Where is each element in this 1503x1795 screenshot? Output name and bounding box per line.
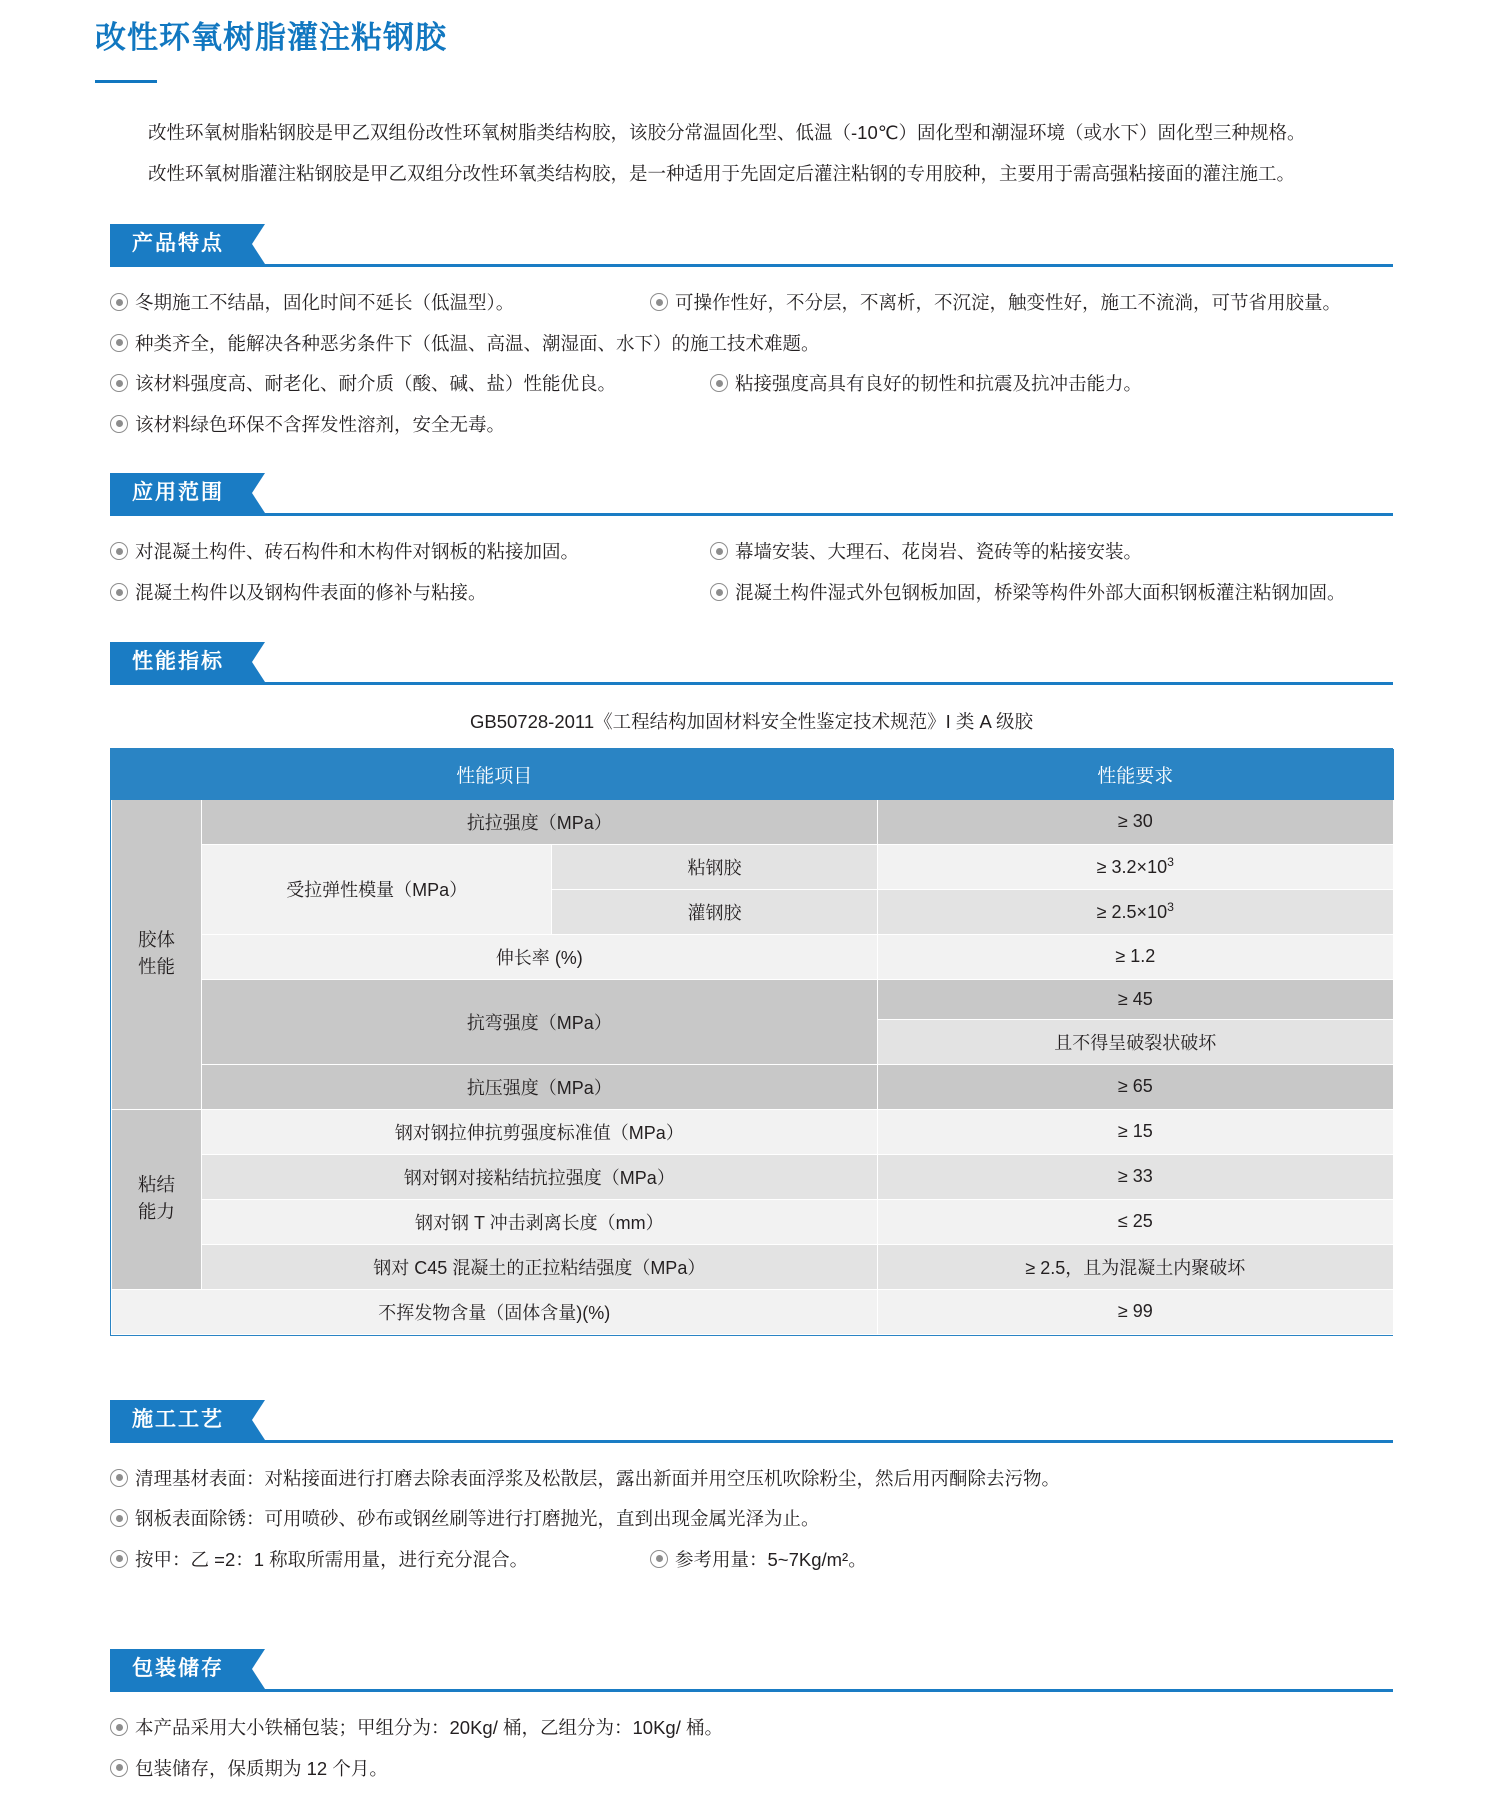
section-underline [110,264,1393,267]
section-title-application: 应用范围 [110,473,252,513]
intro-paragraph-2: 改性环氧树脂灌注粘钢胶是甲乙双组分改性环氧类结构胶，是一种适用于先固定后灌注粘钢的专用胶种，主要用于需高强粘接面的灌注施工。 [148,162,1296,184]
title-block [0,0,1503,83]
list-item-label: 对混凝土构件、砖石构件和木构件对钢板的粘接加固。 [135,541,580,563]
bullet-circle-icon [110,374,128,392]
bullet-circle-icon [710,542,728,560]
list-item-label: 包装储存，保质期为 12 个月。 [135,1757,388,1779]
list-row [110,578,1503,608]
list-item-label: 该材料绿色环保不含挥发性溶剂，安全无毒。 [135,413,506,435]
section-title-process: 施工工艺 [110,1400,252,1440]
table-row [112,799,1394,844]
table-cell-requirement: ≥ 1.2 [877,934,1393,979]
list-row [110,369,1503,399]
list-item [110,288,650,318]
packaging-list [0,1703,1503,1783]
bullet-circle-icon [650,293,668,311]
list-row [110,1504,1503,1534]
intro-paragraph-1: 改性环氧树脂粘钢胶是甲乙双组份改性环氧树脂类结构胶，该胶分常温固化型、低温（-10℃）固化型和潮湿环境（或水下）固化型三种规格。 [148,122,1306,144]
list-item [110,578,710,608]
table-row [112,1154,1394,1199]
bullet-circle-icon [110,1550,128,1568]
table-cell-requirement [877,889,1393,934]
section-packaging [0,1649,1503,1783]
table-row [112,1289,1394,1334]
table-cell-requirement: ≤ 25 [877,1199,1393,1244]
section-underline [110,682,1393,685]
table-cell-item: 钢对钢拉伸抗剪强度标准值（MPa） [202,1109,878,1154]
list-item [710,578,1410,608]
section-header-packaging [110,1649,1503,1689]
table-cell-subitem: 灌钢胶 [552,889,877,934]
table-row [112,1244,1394,1289]
table-header-item: 性能项目 [112,749,878,799]
table-row [112,979,1394,1019]
table-cell-requirement: ≥ 33 [877,1154,1393,1199]
table-cell-requirement: ≥ 30 [877,799,1393,844]
bullet-circle-icon [110,334,128,352]
section-header-application [110,473,1503,513]
table-cell-requirement: ≥ 45 [877,979,1393,1019]
section-process [0,1400,1503,1575]
list-item-label: 参考用量：5~7Kg/m²。 [675,1548,867,1570]
bullet-circle-icon [110,542,128,560]
section-application [0,473,1503,607]
standard-caption: GB50728-2011《工程结构加固材料安全性鉴定技术规范》I 类 A 级胶 [470,710,1033,732]
requirement-value: ≥ 3.2×10 [1096,857,1168,878]
bullet-circle-icon [110,293,128,311]
list-item-label: 混凝土构件以及钢构件表面的修补与粘接。 [135,582,487,604]
list-item [710,537,1410,567]
bullet-circle-icon [110,1718,128,1736]
section-underline [110,1440,1393,1443]
spacer [0,1336,1503,1366]
list-row [110,537,1503,567]
list-item-label: 幕墙安装、大理石、花岗岩、瓷砖等的粘接安装。 [735,541,1143,563]
list-item [650,1545,1350,1575]
table-cell-item: 钢对钢 T 冲击剥离长度（mm） [202,1199,878,1244]
table-row [112,934,1394,979]
table-cell-subitem: 粘钢胶 [552,844,877,889]
list-item [110,369,710,399]
bullet-circle-icon [650,1550,668,1568]
table-cell-item: 伸长率 (%) [202,934,878,979]
table-cell-item: 抗压强度（MPa） [202,1064,878,1109]
table-cell-item: 不挥发物含量（固体含量)(%) [112,1289,878,1334]
process-list [0,1454,1503,1575]
list-item-label: 本产品采用大小铁桶包装；甲组分为：20Kg/ 桶，乙组分为：10Kg/ 桶。 [135,1717,723,1739]
list-item [650,288,1350,318]
list-row [110,410,1503,440]
list-row [110,1754,1503,1784]
list-item [110,329,1390,359]
list-item [110,537,710,567]
list-item [110,1754,1390,1784]
table-cell-requirement: ≥ 65 [877,1064,1393,1109]
table-cell-item: 钢对 C45 混凝土的正拉粘结强度（MPa） [202,1244,878,1289]
list-item-label: 按甲：乙 =2：1 称取所需用量，进行充分混合。 [135,1548,529,1570]
performance-table-wrapper [0,748,1503,1336]
features-list [0,278,1503,439]
table-cell-item: 受拉弹性模量（MPa） [202,844,552,934]
list-item [110,410,1390,440]
bullet-circle-icon [110,1469,128,1487]
list-item-label: 种类齐全，能解决各种恶劣条件下（低温、高温、潮湿面、水下）的施工技术难题。 [135,332,820,354]
list-item-label: 该材料强度高、耐老化、耐介质（酸、碱、盐）性能优良。 [135,373,617,395]
table-header-row [112,749,1394,799]
section-underline [110,513,1393,516]
list-item-label: 粘接强度高具有良好的韧性和抗震及抗冲击能力。 [735,373,1143,395]
bullet-circle-icon [710,583,728,601]
section-title-features: 产品特点 [110,224,252,264]
requirement-value: ≥ 2.5×10 [1096,902,1168,923]
bullet-circle-icon [110,1509,128,1527]
section-header-process [110,1400,1503,1440]
list-row [110,329,1503,359]
section-header-performance [110,642,1503,682]
list-item [110,1464,1390,1494]
section-title-packaging: 包装储存 [110,1649,252,1689]
list-row [110,288,1503,318]
table-cell-item: 抗弯强度（MPa） [202,979,878,1064]
table-cell-item: 钢对钢对接粘结抗拉强度（MPa） [202,1154,878,1199]
section-underline [110,1689,1393,1692]
table-cell-item: 抗拉强度（MPa） [202,799,878,844]
table-cell-requirement: 且不得呈破裂状破坏 [877,1019,1393,1064]
table-row [112,1199,1394,1244]
list-item [110,1545,650,1575]
performance-table-border [110,748,1393,1336]
list-item [710,369,1410,399]
table-cell-requirement: ≥ 2.5，且为混凝土内聚破坏 [877,1244,1393,1289]
list-item-label: 冬期施工不结晶，固化时间不延长（低温型）。 [135,292,515,314]
list-item-label: 钢板表面除锈：可用喷砂、砂布或钢丝刷等进行打磨抛光，直到出现金属光泽为止。 [135,1508,820,1530]
bullet-circle-icon [110,583,128,601]
table-row [112,844,1394,889]
table-cell-requirement: ≥ 99 [877,1289,1393,1334]
section-features [0,224,1503,439]
list-item-label: 混凝土构件湿式外包钢板加固，桥梁等构件外部大面积钢板灌注粘钢加固。 [735,582,1346,604]
requirement-exponent: 3 [1167,855,1174,870]
row-group-label-1: 胶体 性能 [112,799,202,1109]
application-list [0,527,1503,607]
bullet-circle-icon [710,374,728,392]
intro-paragraphs [0,117,1503,190]
table-row [112,1064,1394,1109]
table-row [112,1109,1394,1154]
bullet-circle-icon [110,1759,128,1777]
list-row [110,1713,1503,1743]
performance-table [111,749,1394,1335]
requirement-exponent: 3 [1167,900,1174,915]
list-item [110,1504,1390,1534]
list-row [110,1545,1503,1575]
section-performance [0,642,1503,1336]
page-title: 改性环氧树脂灌注粘钢胶 [95,20,447,55]
list-item-label: 可操作性好，不分层，不离析，不沉淀，触变性好，施工不流淌，可节省用胶量。 [675,292,1342,314]
section-header-features [110,224,1503,264]
row-group-label-2: 粘结 能力 [112,1109,202,1289]
title-divider [95,80,157,83]
section-title-performance: 性能指标 [110,642,252,682]
list-item [110,1713,1390,1743]
table-header-requirement: 性能要求 [877,749,1393,799]
bullet-circle-icon [110,415,128,433]
table-cell-requirement [877,844,1393,889]
table-cell-requirement: ≥ 15 [877,1109,1393,1154]
spacer [0,1585,1503,1615]
list-row [110,1464,1503,1494]
list-item-label: 清理基材表面：对粘接面进行打磨去除表面浮浆及松散层，露出新面并用空压机吹除粉尘，然后用丙酮除去污物。 [135,1467,1061,1489]
